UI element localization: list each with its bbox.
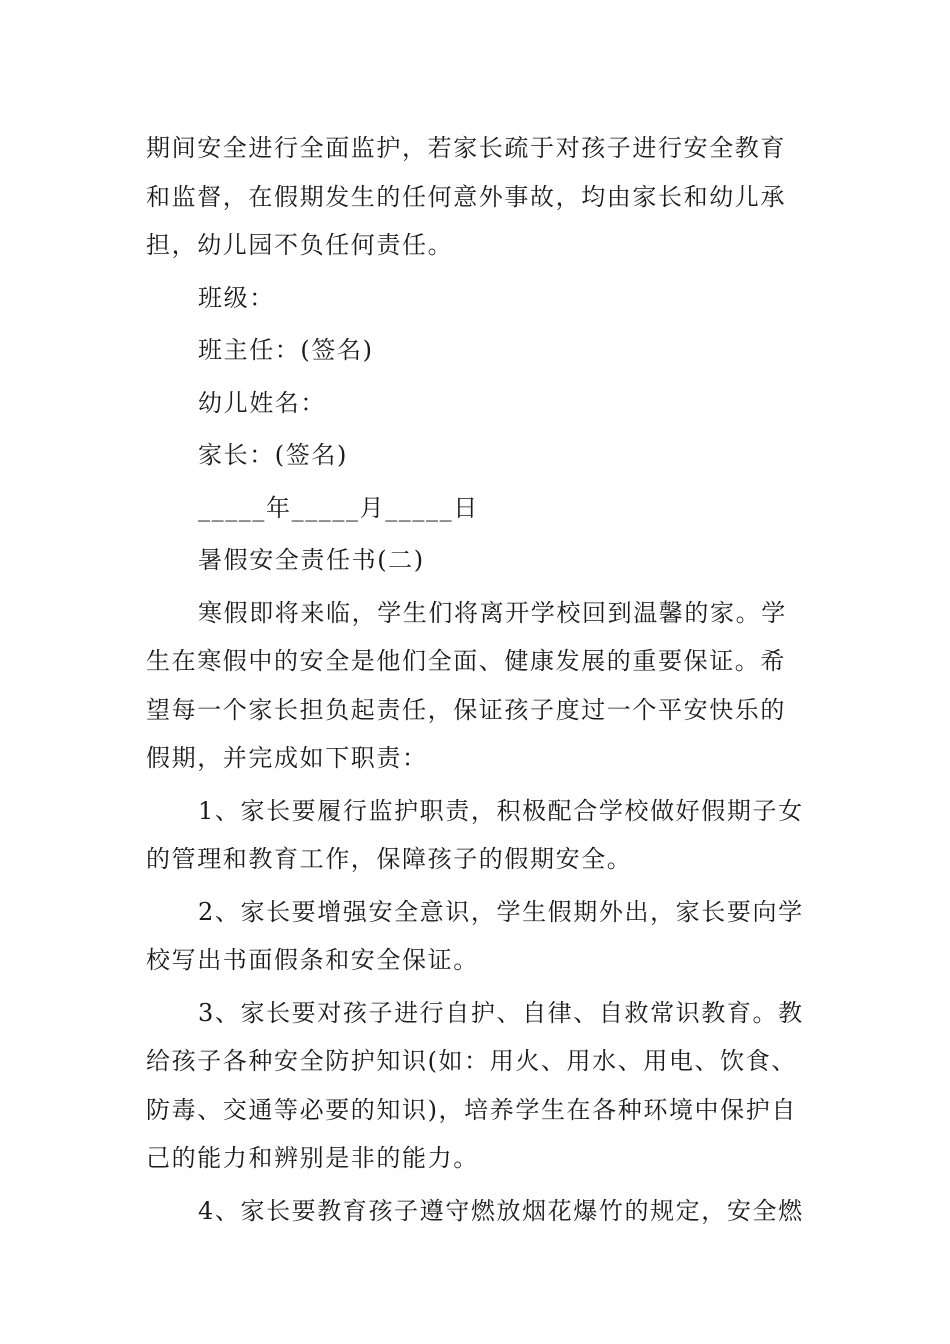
paragraph-field-class — [146, 274, 806, 323]
paragraph-intro-continuation — [146, 124, 806, 270]
paragraph-section-intro — [146, 589, 806, 783]
text-line: 防毒、交通等必要的知识)，培养学生在各种环境中保护自 — [146, 1095, 797, 1124]
text-line: 的管理和教育工作，保障孩子的假期安全。 — [146, 845, 633, 873]
paragraph-duty-3 — [146, 989, 806, 1183]
paragraph-field-child-name — [146, 379, 806, 428]
section-title: 暑假安全责任书(二) — [198, 546, 425, 574]
text-line: 己的能力和辨别是非的能力。 — [146, 1144, 479, 1172]
text-line: 给孩子各种安全防护知识(如：用火、用水、用电、饮食、 — [146, 1047, 797, 1075]
text-line: 望每一个家长担负起责任，保证孩子度过一个平安快乐的 — [146, 695, 786, 724]
text-line: 寒假即将来临，学生们将离开学校回到温馨的家。学 — [198, 598, 787, 627]
field-child-name-label: 幼儿姓名： — [198, 388, 326, 417]
paragraph-duty-1 — [146, 787, 806, 884]
field-parent-label: 家长：(签名) — [198, 441, 348, 469]
field-class-label: 班级： — [198, 283, 275, 312]
text-line: 担，幼儿园不负任何责任。 — [146, 231, 454, 259]
text-line: 和监督，在假期发生的任何意外事故，均由家长和幼儿承 — [146, 182, 786, 211]
text-line: 4、家长要教育孩子遵守燃放烟花爆竹的规定，安全燃 — [198, 1196, 804, 1225]
document-body — [146, 124, 806, 1235]
text-line: 期间安全进行全面监护，若家长疏于对孩子进行安全教育 — [146, 134, 786, 162]
field-date-label: _____年_____月_____日 — [198, 493, 479, 522]
paragraph-field-date — [146, 484, 806, 533]
paragraph-section-title — [146, 536, 806, 585]
field-head-teacher-label: 班主任：(签名) — [198, 336, 374, 364]
paragraph-duty-4 — [146, 1187, 806, 1236]
text-line: 假期，并完成如下职责： — [146, 744, 428, 772]
text-line: 校写出书面假条和安全保证。 — [146, 946, 479, 974]
paragraph-duty-2 — [146, 888, 806, 985]
paragraph-field-parent — [146, 431, 806, 480]
text-line: 1、家长要履行监护职责，积极配合学校做好假期子女 — [198, 796, 804, 825]
text-line: 2、家长要增强安全意识，学生假期外出，家长要向学 — [198, 897, 804, 926]
text-line: 生在寒假中的安全是他们全面、健康发展的重要保证。希 — [146, 647, 786, 675]
paragraph-field-head-teacher — [146, 326, 806, 375]
text-line: 3、家长要对孩子进行自护、自律、自救常识教育。教 — [198, 998, 804, 1027]
